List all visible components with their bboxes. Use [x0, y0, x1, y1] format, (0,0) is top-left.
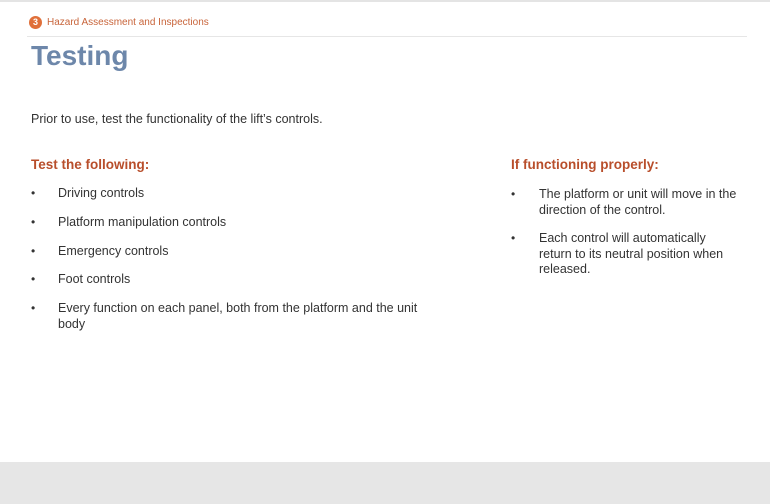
footer-bar: [0, 462, 770, 504]
list-item-text: Platform manipulation controls: [58, 215, 227, 229]
right-column-heading: If functioning properly:: [511, 157, 659, 172]
list-item-text: Driving controls: [58, 186, 145, 200]
left-column-heading: Test the following:: [31, 157, 150, 172]
bullet-icon: •: [31, 244, 36, 258]
bullet-icon: •: [31, 186, 36, 200]
intro-text: Prior to use, test the functionality of the lift’s controls.: [31, 112, 323, 126]
page-title: Testing: [31, 40, 129, 71]
list-item-text: The platform or unit will move in the direction of the control.: [539, 187, 737, 217]
bullet-icon: •: [31, 301, 36, 315]
bullet-icon: •: [31, 272, 36, 286]
bullet-icon: •: [31, 215, 36, 229]
list-item-text: Each control will automatically return to its neutral position when released.: [539, 231, 724, 276]
list-item-text: Every function on each panel, both from the platform and the unit body: [58, 301, 418, 331]
result-items-list: [511, 187, 741, 287]
test-items-list: [31, 186, 431, 346]
bullet-icon: •: [511, 187, 516, 201]
list-item-text: Emergency controls: [58, 244, 169, 258]
top-border: [0, 0, 770, 2]
header-divider: [27, 36, 747, 37]
section-breadcrumb: [29, 16, 209, 29]
bullet-icon: •: [511, 231, 516, 245]
section-title: Hazard Assessment and Inspections: [47, 17, 209, 28]
step-number-badge: 3: [29, 16, 42, 29]
list-item-text: Foot controls: [58, 272, 131, 286]
